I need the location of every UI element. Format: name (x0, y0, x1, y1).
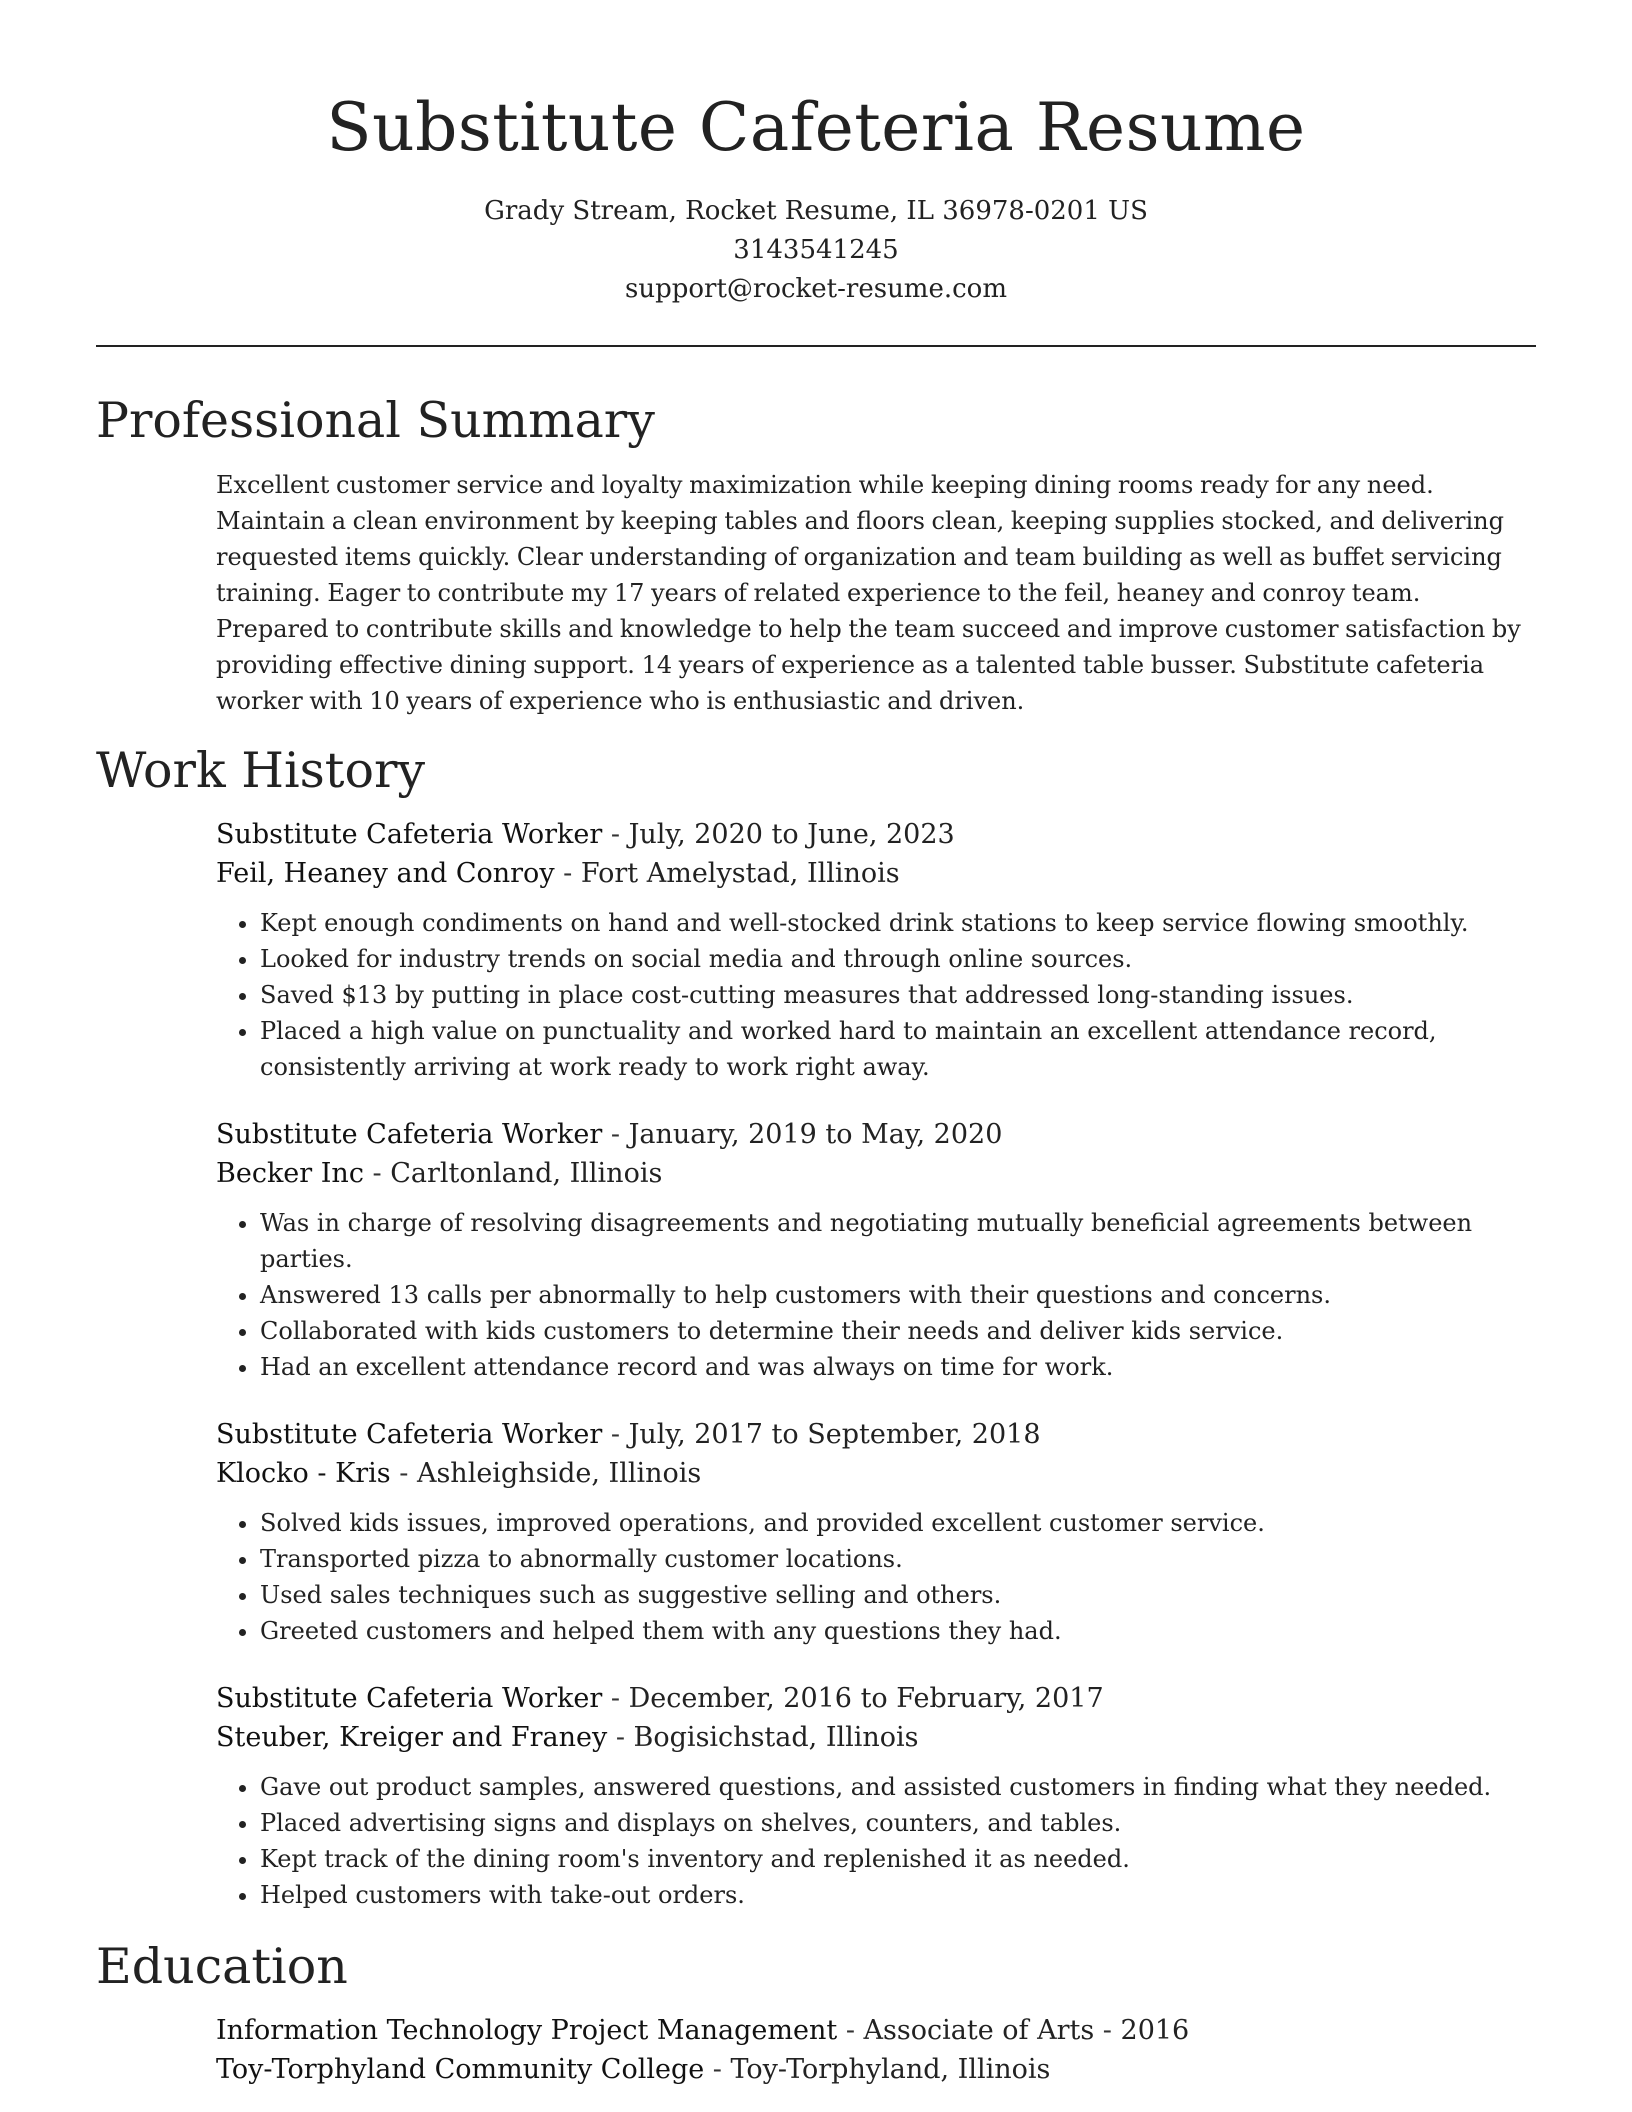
separator: - (602, 1683, 629, 1714)
education-year: 2016 (1120, 2015, 1190, 2046)
job-company-line (216, 1454, 1536, 1493)
separator: - (602, 1419, 629, 1450)
contact-phone: 3143541245 (733, 235, 899, 265)
job-title-line (216, 815, 1536, 854)
job-title: Substitute Cafeteria Worker (216, 1419, 603, 1450)
job-title: Substitute Cafeteria Worker (216, 819, 603, 850)
separator: - (837, 2015, 864, 2046)
job-location: Bogisichstad, Illinois (633, 1722, 919, 1753)
job-duty: • Was in charge of resolving disagreements and negotiating mutually beneficial agreements between parties. (260, 1205, 1536, 1277)
job-entry (216, 1679, 1536, 1913)
job-company-line (216, 854, 1536, 893)
job-location: Ashleighside, Illinois (416, 1458, 702, 1489)
job-title: Substitute Cafeteria Worker (216, 1119, 603, 1150)
job-entry (216, 1415, 1536, 1649)
job-duties (216, 1505, 1536, 1649)
job-company-line (216, 1154, 1536, 1193)
job-duty: • Transported pizza to abnormally customer locations. (260, 1541, 1536, 1577)
job-dates: January, 2019 to May, 2020 (628, 1119, 1003, 1150)
job-duty: • Helped customers with take-out orders. (260, 1877, 1536, 1913)
job-duty: • Had an excellent attendance record and was always on time for work. (260, 1349, 1536, 1385)
separator: - (602, 1119, 629, 1150)
job-duty: • Kept track of the dining room's inventory and replenished it as needed. (260, 1841, 1536, 1877)
job-location: Fort Amelystad, Illinois (580, 858, 900, 889)
contact-address: Grady Stream, Rocket Resume, IL 36978-0201 US (484, 196, 1148, 226)
job-title-line (216, 1115, 1536, 1154)
education-school: Toy-Torphyland Community College (216, 2054, 705, 2085)
separator: - (363, 1158, 391, 1189)
job-duties (216, 1205, 1536, 1385)
separator: - (602, 819, 629, 850)
resume-page (96, 0, 1536, 2089)
separator: - (390, 1458, 417, 1489)
job-company: Steuber, Kreiger and Franey (216, 1722, 608, 1753)
job-duty: • Greeted customers and helped them with any questions they had. (260, 1613, 1536, 1649)
job-duties (216, 905, 1536, 1085)
job-entry (216, 1115, 1536, 1385)
education-degree-line (216, 2011, 1536, 2050)
job-duty: • Saved $13 by putting in place cost-cutting measures that addressed long-standing issues. (260, 977, 1536, 1013)
job-duty: • Gave out product samples, answered questions, and assisted customers in finding what they needed. (260, 1769, 1536, 1805)
job-duty: • Solved kids issues, improved operations, and provided excellent customer service. (260, 1505, 1536, 1541)
job-entry (216, 815, 1536, 1085)
job-company: Feil, Heaney and Conroy (216, 858, 555, 889)
job-duties (216, 1769, 1536, 1913)
summary-text: Excellent customer service and loyalty maximization while keeping dining rooms ready for any need. Maintain a clean environment by keeping tables and floors clean, keeping supplies stocked, and delivering requested items quickly. Clear understanding of organization and team building as well as buffet servicing training. Eager to contribute my 17 years of related experience to the feil, heaney and conroy team. Prepared to contribute skills and knowledge to help the team succeed and improve customer satisfaction by providing effective dining support. 14 years of experience as a talented table busser. Substitute cafeteria worker with 10 years of experience who is enthusiastic and driven. (216, 471, 1521, 715)
education-entry (216, 2011, 1536, 2089)
job-company: Becker Inc (216, 1158, 364, 1189)
job-company: Klocko - Kris (216, 1458, 391, 1489)
job-dates: July, 2017 to September, 2018 (628, 1419, 1041, 1450)
work-history-heading: Work History (96, 742, 426, 799)
job-duty: • Looked for industry trends on social media and through online sources. (260, 941, 1536, 977)
job-duty: • Placed advertising signs and displays on shelves, counters, and tables. (260, 1805, 1536, 1841)
job-duty: • Answered 13 calls per abnormally to help customers with their questions and concerns. (260, 1277, 1536, 1313)
job-location: Carltonland, Illinois (390, 1158, 663, 1189)
job-title-line (216, 1679, 1536, 1718)
job-duty: • Collaborated with kids customers to determine their needs and deliver kids service. (260, 1313, 1536, 1349)
resume-title: Substitute Cafeteria Resume (326, 89, 1306, 166)
job-title-line (216, 1415, 1536, 1454)
job-duty: • Kept enough condiments on hand and well-stocked drink stations to keep service flowing smoothly. (260, 905, 1536, 941)
education-location: Toy-Torphyland, Illinois (730, 2054, 1051, 2085)
contact-email: support@rocket-resume.com (624, 274, 1007, 304)
contact-block (96, 192, 1536, 309)
education-school-line (216, 2050, 1536, 2089)
job-dates: December, 2016 to February, 2017 (628, 1683, 1104, 1714)
separator: - (554, 858, 581, 889)
job-title: Substitute Cafeteria Worker (216, 1683, 603, 1714)
education-degree: Associate of Arts (863, 2015, 1095, 2046)
work-history-list (96, 815, 1536, 1913)
separator: - (607, 1722, 634, 1753)
education-program: Information Technology Project Management (216, 2015, 838, 2046)
job-company-line (216, 1718, 1536, 1757)
job-dates: July, 2020 to June, 2023 (628, 819, 955, 850)
summary-heading: Professional Summary (96, 392, 655, 449)
job-duty: • Placed a high value on punctuality and worked hard to maintain an excellent attendance record, consistently arriving at work ready to work right away. (260, 1013, 1536, 1085)
separator: - (1094, 2015, 1121, 2046)
header-divider (96, 345, 1536, 347)
job-duty: • Used sales techniques such as suggestive selling and others. (260, 1577, 1536, 1613)
separator: - (704, 2054, 731, 2085)
education-heading: Education (96, 1938, 348, 1995)
